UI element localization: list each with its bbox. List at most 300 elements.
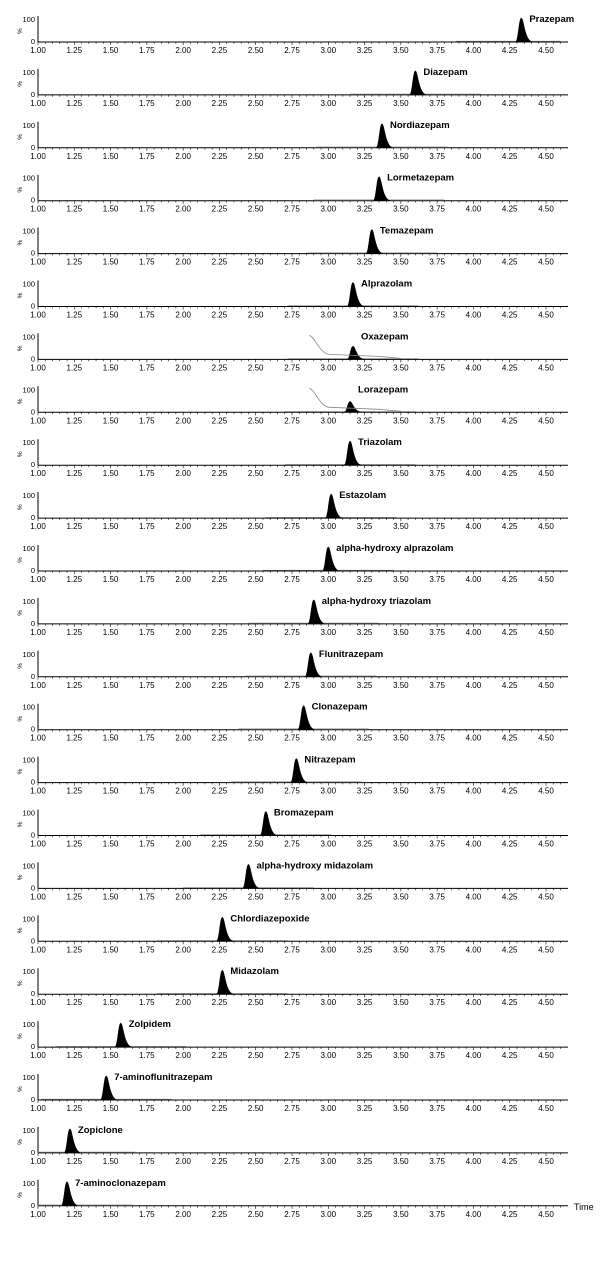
x-tick-label: 1.50	[102, 733, 119, 743]
y-tick-label-100: 100	[22, 226, 35, 236]
x-tick-label: 3.25	[356, 151, 373, 161]
series-label: Nitrazepam	[304, 754, 356, 766]
x-tick-label: 1.50	[102, 46, 119, 55]
x-tick-label: 3.25	[356, 733, 373, 743]
x-tick-label: 4.50	[538, 257, 554, 267]
x-tick-label: 3.75	[429, 363, 445, 373]
y-tick-label-0: 0	[30, 248, 35, 258]
x-tick-label: 3.50	[393, 204, 409, 214]
x-tick-label: 2.75	[284, 680, 300, 690]
series-label: Lormetazepam	[387, 172, 455, 184]
x-tick-label: 2.75	[284, 151, 300, 161]
x-tick-label: 1.25	[66, 892, 83, 902]
y-axis-label: %	[17, 186, 24, 193]
x-tick-label: 1.25	[66, 522, 83, 532]
x-tick-label: 1.50	[102, 680, 119, 690]
x-tick-label: 3.25	[356, 1156, 373, 1166]
x-tick-label: 2.25	[211, 733, 228, 743]
y-tick-label-0: 0	[30, 724, 35, 734]
y-tick-label-0: 0	[30, 460, 35, 470]
y-axis-label: %	[17, 715, 24, 722]
x-tick-label: 2.50	[247, 1156, 264, 1166]
y-axis-label: %	[17, 1191, 24, 1198]
x-tick-label: 3.50	[393, 575, 409, 584]
x-tick-label: 4.00	[465, 1156, 482, 1166]
series-label: Nordiazepam	[389, 119, 450, 131]
x-tick-label: 2.75	[284, 1104, 300, 1113]
y-tick-label-100: 100	[22, 702, 35, 712]
series-label: Diazepam	[423, 66, 468, 78]
x-tick-label: 1.00	[30, 1209, 46, 1219]
y-axis-label: %	[17, 292, 24, 299]
x-tick-label: 3.50	[393, 522, 409, 532]
x-tick-label: 2.25	[211, 1051, 228, 1061]
series-label: Lorazepam	[358, 384, 409, 396]
x-tick-label: 1.50	[102, 1051, 119, 1061]
x-tick-label: 2.00	[175, 1209, 191, 1219]
y-tick-label-100: 100	[22, 1125, 35, 1135]
y-tick-label-0: 0	[30, 936, 35, 946]
x-tick-label: 3.50	[393, 786, 409, 796]
x-tick-label: 3.25	[356, 627, 373, 637]
x-tick-label: 3.50	[393, 1051, 409, 1061]
x-tick-label: 1.00	[30, 733, 46, 743]
x-tick-label: 4.25	[501, 575, 518, 584]
x-tick-label: 3.00	[320, 363, 337, 373]
y-tick-label-0: 0	[30, 89, 35, 99]
x-tick-label: 2.50	[247, 257, 264, 267]
y-tick-label-0: 0	[30, 1147, 35, 1157]
x-tick-label: 4.25	[501, 892, 518, 902]
x-tick-label: 4.50	[538, 151, 554, 161]
x-tick-label: 1.75	[139, 98, 155, 108]
x-tick-label: 2.25	[211, 98, 228, 108]
x-tick-label: 4.00	[465, 204, 482, 214]
x-tick-label: 4.00	[465, 469, 482, 479]
series-label: Alprazolam	[360, 278, 413, 290]
x-tick-label: 4.00	[465, 575, 482, 584]
x-tick-label: 3.25	[356, 46, 373, 55]
x-tick-label: 3.25	[356, 98, 373, 108]
x-tick-label: 3.00	[320, 575, 337, 584]
y-tick-label-0: 0	[30, 301, 35, 311]
x-tick-label: 4.00	[465, 1104, 482, 1113]
x-tick-label: 1.75	[139, 1156, 155, 1166]
x-tick-label: 3.75	[429, 310, 445, 320]
x-tick-label: 2.00	[175, 839, 191, 849]
x-tick-label: 2.00	[175, 469, 191, 479]
x-tick-label: 1.75	[139, 786, 155, 796]
series-label: Chlordiazepoxide	[230, 913, 310, 925]
x-tick-label: 3.75	[429, 839, 445, 849]
x-tick-label: 1.50	[102, 945, 119, 955]
x-tick-label: 3.25	[356, 945, 373, 955]
x-tick-label: 3.00	[320, 522, 337, 532]
x-tick-label: 4.50	[538, 204, 554, 214]
x-tick-label: 2.25	[211, 151, 228, 161]
x-tick-label: 2.75	[284, 998, 300, 1008]
x-tick-label: 1.00	[30, 839, 46, 849]
series-label: 7-aminoclonazepam	[75, 1177, 166, 1189]
x-tick-label: 2.50	[247, 892, 264, 902]
x-tick-label: 4.25	[501, 786, 518, 796]
x-tick-label: 3.75	[429, 151, 445, 161]
x-tick-label: 1.50	[102, 151, 119, 161]
y-tick-label-100: 100	[22, 544, 35, 553]
x-tick-label: 3.25	[356, 575, 373, 584]
x-tick-label: 3.25	[356, 839, 373, 849]
x-tick-label: 3.50	[393, 46, 409, 55]
x-tick-label: 2.00	[175, 310, 191, 320]
x-tick-label: 1.50	[102, 522, 119, 532]
x-tick-label: 2.25	[211, 310, 228, 320]
x-tick-label: 3.50	[393, 1209, 409, 1219]
x-tick-label: 1.50	[102, 1104, 119, 1113]
x-tick-label: 4.25	[501, 1051, 518, 1061]
x-tick-label: 3.25	[356, 204, 373, 214]
x-tick-label: 2.50	[247, 733, 264, 743]
x-tick-label: 3.25	[356, 257, 373, 267]
x-tick-label: 2.25	[211, 522, 228, 532]
x-tick-label: 3.25	[356, 680, 373, 690]
x-tick-label: 2.25	[211, 1209, 228, 1219]
series-label: alpha-hydroxy alprazolam	[336, 543, 454, 554]
x-tick-label: 1.75	[139, 733, 155, 743]
x-tick-label: 2.00	[175, 98, 191, 108]
x-tick-label: 2.00	[175, 46, 191, 55]
x-tick-label: 4.00	[465, 98, 482, 108]
x-tick-label: 3.00	[320, 786, 337, 796]
x-tick-label: 1.50	[102, 1156, 119, 1166]
y-tick-label-100: 100	[22, 1073, 35, 1082]
x-tick-label: 4.00	[465, 1051, 482, 1061]
x-tick-label: 4.50	[538, 310, 554, 320]
x-tick-label: 3.25	[356, 363, 373, 373]
series-label: Triazolam	[358, 437, 402, 449]
y-axis-label: %	[17, 874, 24, 881]
x-tick-label: 4.50	[538, 839, 554, 849]
x-tick-label: 2.50	[247, 575, 264, 584]
x-tick-label: 2.00	[175, 575, 191, 584]
x-tick-label: 3.00	[320, 627, 337, 637]
series-label: Oxazepam	[360, 331, 409, 343]
x-tick-label: 4.25	[501, 627, 518, 637]
x-tick-label: 4.00	[465, 1209, 482, 1219]
x-tick-label: 1.75	[139, 892, 155, 902]
y-axis-label: %	[17, 81, 24, 87]
x-tick-label: 2.50	[247, 998, 264, 1008]
x-tick-label: 3.75	[429, 1051, 445, 1061]
x-tick-label: 2.00	[175, 627, 191, 637]
x-tick-label: 2.00	[175, 786, 191, 796]
x-tick-label: 1.75	[139, 416, 155, 426]
x-tick-label: 2.00	[175, 1156, 191, 1166]
x-tick-label: 2.75	[284, 1051, 300, 1061]
x-tick-label: 4.25	[501, 1104, 518, 1113]
x-tick-label: 1.75	[139, 151, 155, 161]
x-tick-label: 1.00	[30, 151, 46, 161]
peak-lorazepam	[344, 402, 361, 413]
x-tick-label: 2.75	[284, 416, 300, 426]
x-tick-label: 2.75	[284, 627, 300, 637]
x-tick-label: 4.50	[538, 522, 554, 532]
x-tick-label: 3.25	[356, 1104, 373, 1113]
x-tick-label: 1.75	[139, 469, 155, 479]
x-tick-label: 3.00	[320, 892, 337, 902]
x-tick-label: 3.75	[429, 522, 445, 532]
y-tick-label-100: 100	[22, 861, 35, 871]
x-tick-label: 2.00	[175, 680, 191, 690]
x-tick-label: 2.00	[175, 522, 191, 532]
x-tick-label: 3.75	[429, 469, 445, 479]
x-tick-label: 2.50	[247, 627, 264, 637]
series-label: alpha-hydroxy midazolam	[256, 860, 374, 872]
y-axis-label: %	[17, 821, 24, 828]
x-tick-label: 3.75	[429, 1104, 445, 1113]
x-tick-label: 1.00	[30, 575, 46, 584]
series-label: Estazolam	[339, 490, 387, 502]
x-tick-label: 3.25	[356, 786, 373, 796]
x-tick-label: 1.50	[102, 1209, 119, 1219]
x-tick-label: 3.75	[429, 627, 445, 637]
x-tick-label: 4.25	[501, 1156, 518, 1166]
x-tick-label: 1.50	[102, 998, 119, 1008]
x-tick-label: 1.00	[30, 46, 46, 55]
y-tick-label-0: 0	[30, 142, 35, 152]
x-tick-label: 2.25	[211, 416, 228, 426]
x-tick-label: 2.25	[211, 1156, 228, 1166]
x-tick-label: 1.00	[30, 680, 46, 690]
y-tick-label-100: 100	[22, 491, 35, 501]
x-tick-label: 3.75	[429, 945, 445, 955]
x-tick-label: 1.75	[139, 998, 155, 1008]
x-tick-label: 4.50	[538, 575, 554, 584]
x-tick-label: 3.25	[356, 310, 373, 320]
x-tick-label: 1.00	[30, 98, 46, 108]
x-tick-label: 1.75	[139, 839, 155, 849]
x-tick-label: 4.25	[501, 680, 518, 690]
x-tick-label: 1.25	[66, 786, 83, 796]
x-tick-label: 4.50	[538, 469, 554, 479]
x-tick-label: 3.25	[356, 892, 373, 902]
x-tick-label: 1.00	[30, 1156, 46, 1166]
x-tick-label: 2.50	[247, 416, 264, 426]
x-tick-label: 2.50	[247, 680, 264, 690]
y-tick-label-100: 100	[22, 808, 35, 818]
x-tick-label: 2.75	[284, 575, 300, 584]
x-tick-label: 3.50	[393, 1156, 409, 1166]
x-tick-label: 4.50	[538, 1051, 554, 1061]
x-tick-label: 3.50	[393, 680, 409, 690]
y-tick-label-0: 0	[30, 1095, 35, 1104]
x-tick-label: 3.00	[320, 151, 337, 161]
y-tick-label-0: 0	[30, 566, 35, 575]
x-tick-label: 4.25	[501, 98, 518, 108]
x-tick-label: 4.25	[501, 204, 518, 214]
y-tick-label-100: 100	[22, 914, 35, 924]
x-tick-label: 4.00	[465, 310, 482, 320]
x-tick-label: 1.25	[66, 363, 83, 373]
series-label: Zopiclone	[77, 1124, 123, 1136]
x-tick-label: 3.00	[320, 839, 337, 849]
x-tick-label: 2.75	[284, 98, 300, 108]
series-label: Clonazepam	[311, 701, 368, 713]
x-tick-label: 1.00	[30, 1104, 46, 1113]
x-tick-label: 1.00	[30, 786, 46, 796]
x-tick-label: 4.25	[501, 416, 518, 426]
x-tick-label: 4.50	[538, 1104, 554, 1113]
x-tick-label: 3.50	[393, 257, 409, 267]
x-tick-label: 1.25	[66, 1104, 83, 1113]
x-tick-label: 1.75	[139, 310, 155, 320]
x-tick-label: 3.25	[356, 469, 373, 479]
x-tick-label: 1.00	[30, 998, 46, 1008]
y-axis-label: %	[17, 768, 24, 775]
x-tick-label: 3.25	[356, 522, 373, 532]
x-tick-label: 1.75	[139, 1209, 155, 1219]
y-tick-label-0: 0	[30, 989, 35, 999]
x-tick-label: 3.75	[429, 46, 445, 55]
y-axis-label: %	[17, 1086, 24, 1092]
y-axis-label: %	[17, 980, 24, 987]
x-tick-label: 4.50	[538, 98, 554, 108]
x-tick-label: 4.00	[465, 680, 482, 690]
x-tick-label: 2.50	[247, 363, 264, 373]
x-tick-label: 2.75	[284, 733, 300, 743]
x-tick-label: 2.75	[284, 1156, 300, 1166]
x-tick-label: 3.00	[320, 257, 337, 267]
x-tick-label: 3.50	[393, 98, 409, 108]
y-tick-label-0: 0	[30, 354, 35, 364]
x-tick-label: 2.50	[247, 945, 264, 955]
x-tick-label: 1.50	[102, 310, 119, 320]
x-tick-label: 2.75	[284, 839, 300, 849]
y-tick-label-0: 0	[30, 513, 35, 523]
x-tick-label: 1.50	[102, 575, 119, 584]
x-tick-label: 1.75	[139, 1104, 155, 1113]
x-tick-label: 1.00	[30, 416, 46, 426]
x-tick-label: 1.00	[30, 627, 46, 637]
x-tick-label: 4.25	[501, 733, 518, 743]
x-tick-label: 2.50	[247, 1209, 264, 1219]
x-tick-label: 1.00	[30, 1051, 46, 1061]
x-tick-label: 2.25	[211, 839, 228, 849]
y-axis-label: %	[17, 28, 24, 34]
x-tick-label: 4.00	[465, 151, 482, 161]
x-tick-label: 3.75	[429, 204, 445, 214]
x-tick-label: 3.50	[393, 892, 409, 902]
x-tick-label: 4.50	[538, 1156, 554, 1166]
x-tick-label: 2.75	[284, 892, 300, 902]
x-axis-title: Time	[574, 1201, 594, 1212]
x-tick-label: 4.25	[501, 945, 518, 955]
x-tick-label: 3.75	[429, 98, 445, 108]
x-tick-label: 4.50	[538, 733, 554, 743]
x-tick-label: 1.00	[30, 310, 46, 320]
x-tick-label: 4.00	[465, 363, 482, 373]
x-tick-label: 2.00	[175, 998, 191, 1008]
x-tick-label: 3.50	[393, 998, 409, 1008]
y-axis-label: %	[17, 662, 24, 669]
x-tick-label: 3.00	[320, 416, 337, 426]
x-tick-label: 4.50	[538, 46, 554, 55]
series-label: Zolpidem	[128, 1019, 171, 1031]
x-tick-label: 4.50	[538, 416, 554, 426]
peak-oxazepam	[347, 346, 364, 359]
x-tick-label: 2.50	[247, 1051, 264, 1061]
x-tick-label: 1.25	[66, 945, 83, 955]
x-tick-label: 1.25	[66, 151, 83, 161]
x-tick-label: 3.00	[320, 680, 337, 690]
x-tick-label: 2.00	[175, 945, 191, 955]
x-tick-label: 2.25	[211, 575, 228, 584]
x-tick-label: 3.50	[393, 310, 409, 320]
x-tick-label: 1.25	[66, 627, 83, 637]
x-tick-label: 3.75	[429, 733, 445, 743]
x-tick-label: 1.75	[139, 680, 155, 690]
y-tick-label-100: 100	[22, 438, 35, 448]
y-axis-label: %	[17, 610, 24, 616]
x-tick-label: 3.25	[356, 416, 373, 426]
x-tick-label: 1.00	[30, 892, 46, 902]
x-tick-label: 1.75	[139, 363, 155, 373]
x-tick-label: 4.25	[501, 310, 518, 320]
x-tick-label: 3.00	[320, 46, 337, 55]
x-tick-label: 3.50	[393, 151, 409, 161]
x-tick-label: 2.75	[284, 469, 300, 479]
x-tick-label: 4.50	[538, 786, 554, 796]
x-tick-label: 3.00	[320, 469, 337, 479]
x-tick-label: 1.50	[102, 416, 119, 426]
x-tick-label: 3.00	[320, 998, 337, 1008]
x-tick-label: 2.75	[284, 204, 300, 214]
y-tick-label-0: 0	[30, 1042, 35, 1052]
y-axis-label: %	[17, 239, 24, 246]
x-tick-label: 4.50	[538, 998, 554, 1008]
x-tick-label: 2.25	[211, 680, 228, 690]
x-tick-label: 4.00	[465, 945, 482, 955]
x-tick-label: 1.25	[66, 310, 83, 320]
x-tick-label: 2.00	[175, 204, 191, 214]
x-tick-label: 2.00	[175, 733, 191, 743]
y-tick-label-0: 0	[30, 195, 35, 205]
x-tick-label: 2.75	[284, 310, 300, 320]
y-tick-label-0: 0	[30, 883, 35, 893]
x-tick-label: 3.50	[393, 1104, 409, 1113]
x-tick-label: 1.25	[66, 1156, 83, 1166]
x-tick-label: 2.50	[247, 786, 264, 796]
x-tick-label: 4.00	[465, 522, 482, 532]
series-label: Prazepam	[529, 14, 575, 25]
series-label: Bromazepam	[273, 807, 334, 819]
y-axis-label: %	[17, 345, 24, 352]
x-tick-label: 3.75	[429, 257, 445, 267]
x-tick-label: 2.50	[247, 839, 264, 849]
y-axis-label: %	[17, 133, 24, 140]
x-tick-label: 1.25	[66, 98, 83, 108]
x-tick-label: 1.00	[30, 945, 46, 955]
x-tick-label: 1.75	[139, 1051, 155, 1061]
x-tick-label: 3.75	[429, 786, 445, 796]
x-tick-label: 4.50	[538, 627, 554, 637]
x-tick-label: 1.00	[30, 204, 46, 214]
y-tick-label-100: 100	[22, 120, 35, 130]
x-tick-label: 1.00	[30, 469, 46, 479]
x-tick-label: 1.00	[30, 522, 46, 532]
y-tick-label-0: 0	[30, 777, 35, 787]
x-tick-label: 1.50	[102, 257, 119, 267]
y-axis-label: %	[17, 927, 24, 934]
